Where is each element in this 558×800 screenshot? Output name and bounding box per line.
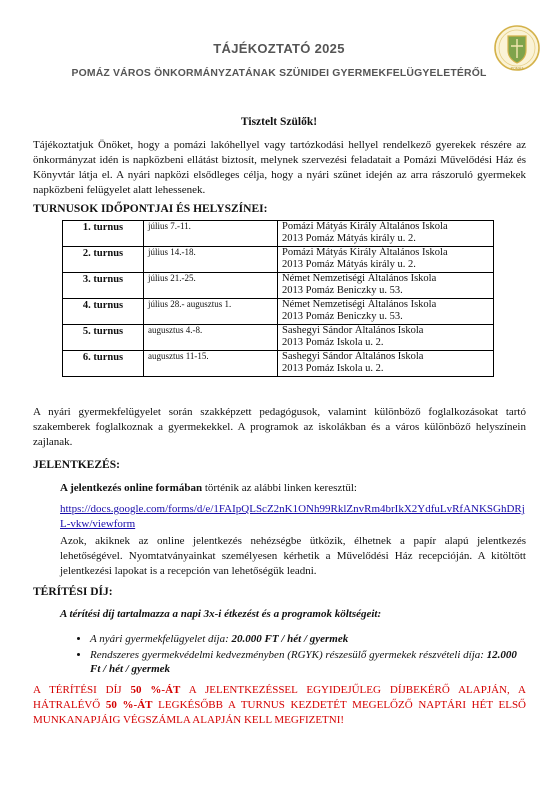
turn-row bbox=[63, 325, 494, 351]
fee-item-amount: 12.000 Ft / hét / gyermek bbox=[90, 649, 517, 675]
turn-address: 2013 Pomáz Beniczky u. 53. bbox=[282, 285, 403, 296]
turn-number: 1. turnus bbox=[63, 221, 144, 247]
fee-item-amount: 20.000 FT / hét / gyermek bbox=[231, 633, 349, 645]
turns-table bbox=[62, 220, 494, 377]
turn-location bbox=[278, 325, 494, 351]
logo-text: POMÁZ bbox=[510, 66, 524, 71]
turns-heading: TURNUSOK IDŐPONTJAI ÉS HELYSZÍNEI: bbox=[33, 203, 268, 215]
warning-percent: 50 %-ÁT bbox=[130, 684, 181, 696]
turn-number: 4. turnus bbox=[63, 299, 144, 325]
turn-address: 2013 Pomáz Mátyás király u. 2. bbox=[282, 259, 416, 270]
turn-address: 2013 Pomáz Beniczky u. 53. bbox=[282, 311, 403, 322]
fee-item-standard bbox=[90, 632, 526, 646]
warning-text: A JELENTKEZÉSSEL EGYIDEJŰLEG DÍJBEKÉRŐ ALAPJÁN, A HÁTRALÉVŐ bbox=[33, 684, 527, 711]
document-subtitle: POMÁZ VÁROS ÖNKORMÁNYZATÁNAK SZÜNIDEI GYERMEKFELÜGYELETÉRŐL bbox=[71, 68, 487, 79]
warning-text: A TÉRÍTÉSI DÍJ bbox=[33, 684, 131, 696]
turn-date: július 21.-25. bbox=[144, 273, 278, 299]
turn-location bbox=[278, 221, 494, 247]
turn-row bbox=[63, 247, 494, 273]
intro-paragraph: Tájékoztatjuk Önöket, hogy a pomázi lakóhellyel vagy tartózkodási hellyel rendelkező gyerekek részére az önkormányzat idén is napközbeni ellátást biztosít, melynek szervezési feladatait a Pomázi Művelődési Ház és Könyvtár látja el. A nyári napközi elsődleges célja, hogy a nyári szünet idején az arra rászoruló gyermekek napközbeni felügyelet alatt lehessenek. bbox=[33, 139, 526, 196]
warning-percent: 50 %-ÁT bbox=[105, 699, 153, 711]
signup-heading: JELENTKEZÉS: bbox=[33, 459, 120, 471]
turn-school: Sashegyi Sándor Általános Iskola bbox=[282, 351, 424, 362]
warning-text: LEGKÉSŐBB A TURNUS KEZDETÉT MEGELŐZŐ NAPTÁRI HÉT ELSŐ MUNKANAPJÁIG VÉGSZÁMLA ALAPJÁN KELL MEGFIZETNI! bbox=[33, 699, 527, 726]
turn-location bbox=[278, 351, 494, 377]
fee-subheading: A térítési díj tartalmazza a napi 3x-i étkezést és a programok költségeit: bbox=[60, 608, 382, 620]
turn-row bbox=[63, 273, 494, 299]
turn-school: Német Nemzetiségi Általános Iskola bbox=[282, 299, 437, 310]
turn-school: Német Nemzetiségi Általános Iskola bbox=[282, 273, 437, 284]
turn-location bbox=[278, 299, 494, 325]
turn-number: 5. turnus bbox=[63, 325, 144, 351]
turn-row bbox=[63, 221, 494, 247]
turn-date: augusztus 4.-8. bbox=[144, 325, 278, 351]
turn-date: augusztus 11-15. bbox=[144, 351, 278, 377]
signup-form-link[interactable]: https://docs.google.com/forms/d/e/1FAIpQLScZ2nK1ONh99RklZnvRm4brIkX2YdfuLvRfANKSGhDRjL-vkw/viewform bbox=[60, 503, 525, 530]
signup-intro bbox=[60, 482, 357, 494]
turn-address: 2013 Pomáz Iskola u. 2. bbox=[282, 363, 384, 374]
turn-location bbox=[278, 247, 494, 273]
turn-number: 6. turnus bbox=[63, 351, 144, 377]
fee-list bbox=[60, 632, 526, 678]
fee-item-rgyk bbox=[90, 648, 526, 676]
turn-date: július 28.- augusztus 1. bbox=[144, 299, 278, 325]
turn-number: 3. turnus bbox=[63, 273, 144, 299]
turn-number: 2. turnus bbox=[63, 247, 144, 273]
program-paragraph: A nyári gyermekfelügyelet során szakképzett pedagógusok, valamint különböző foglalkozásokat tartó szakemberek foglalkoznak a gyermekekkel. A programok az iskolákban és a város különböző helyszínein zajlanak. bbox=[33, 406, 526, 448]
document-title: TÁJÉKOZTATÓ 2025 bbox=[213, 41, 345, 56]
turn-address: 2013 Pomáz Mátyás király u. 2. bbox=[282, 233, 416, 244]
turn-date: július 7.-11. bbox=[144, 221, 278, 247]
turn-row bbox=[63, 351, 494, 377]
payment-warning bbox=[33, 683, 526, 728]
signup-intro-rest: történik az alábbi linken keresztül: bbox=[202, 482, 357, 494]
fee-item-text: A nyári gyermekfelügyelet díja: bbox=[90, 633, 232, 645]
fee-heading: TÉRÍTÉSI DÍJ: bbox=[33, 586, 113, 598]
turn-school: Sashegyi Sándor Általános Iskola bbox=[282, 325, 424, 336]
turn-date: július 14.-18. bbox=[144, 247, 278, 273]
signup-intro-bold: A jelentkezés online formában bbox=[60, 482, 203, 494]
paper-signup-paragraph: Azok, akiknek az online jelentkezés nehézségbe ütközik, élhetnek a papír alapú jelentkezés lehetőségével. Nyomtatványainkat személyesen kérhetik a Művelődési Ház recepcióján. A kitöltött jelentkezési lapokat is a recepción van lehetőségük leadni. bbox=[60, 535, 526, 577]
greeting: Tisztelt Szülők! bbox=[240, 116, 318, 128]
turn-address: 2013 Pomáz Iskola u. 2. bbox=[282, 337, 384, 348]
turn-location bbox=[278, 273, 494, 299]
turn-school: Pomázi Mátyás Király Általános Iskola bbox=[282, 247, 448, 258]
turn-school: Pomázi Mátyás Király Általános Iskola bbox=[282, 221, 448, 232]
turn-row bbox=[63, 299, 494, 325]
fee-item-text: Rendszeres gyermekvédelmi kedvezményben (RGYK) részesülő gyermekek részvételi díja: bbox=[90, 649, 487, 661]
